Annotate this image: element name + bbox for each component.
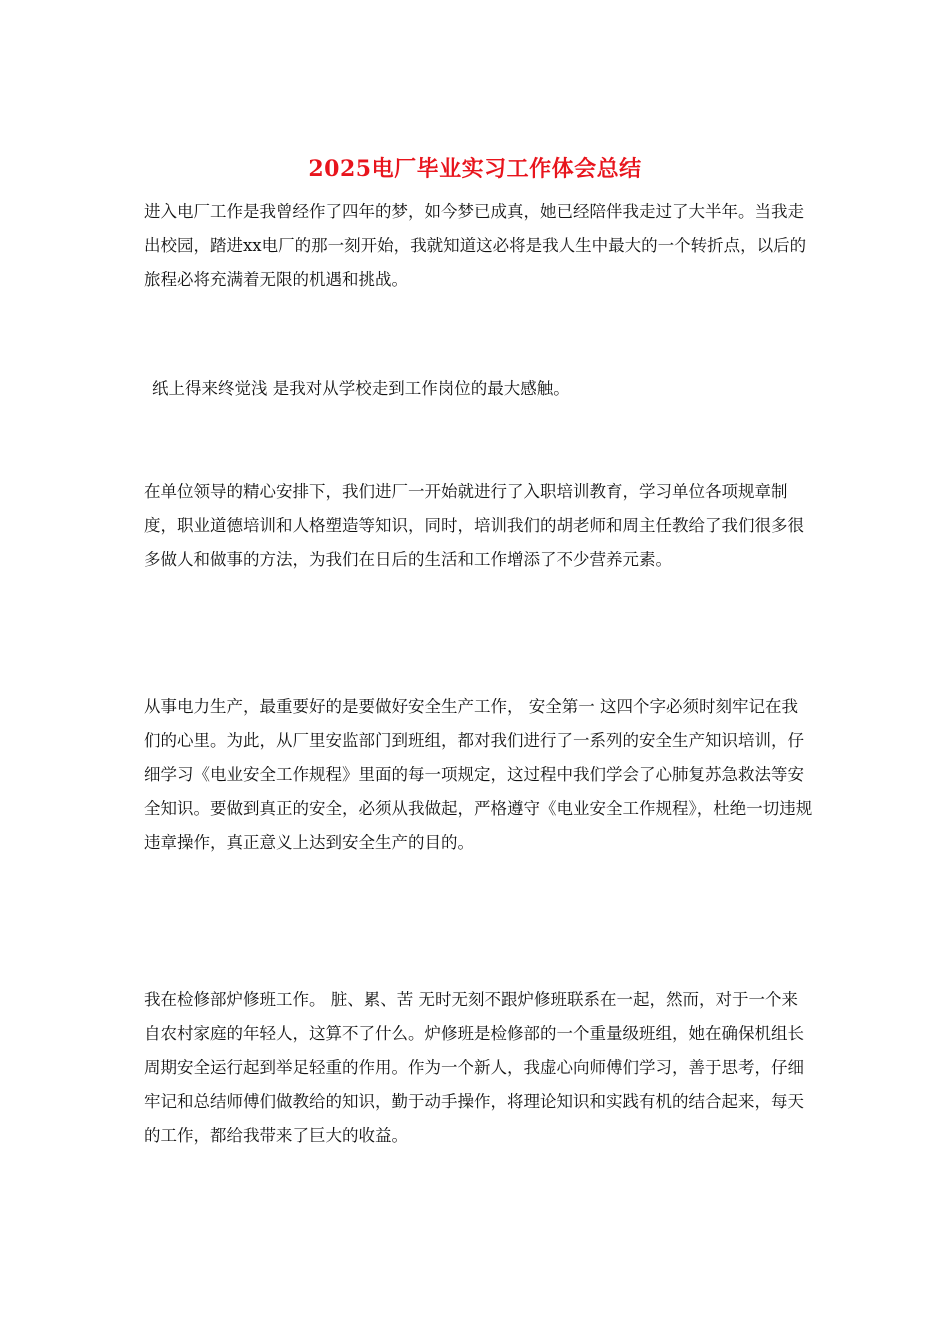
paragraph-4: 从事电力生产，最重要好的是要做好安全生产工作， 安全第一 这四个字必须时刻牢记在我们的心里。为此，从厂里安监部门到班组，都对我们进行了一系列的安全生产知识培训，仔细学习《电业安全工作规程》里面的每一项规定，这过程中我们学会了心肺复苏急救法等安全知识。要做到真正的安全，必须从我做起，严格遵守《电业安全工作规程》，杜绝一切违规违章操作，真正意义上达到安全生产的目的。 <box>144 697 813 852</box>
document-title: 2025电厂毕业实习工作体会总结 <box>308 156 642 182</box>
paragraph-3: 在单位领导的精心安排下，我们进厂一开始就进行了入职培训教育，学习单位各项规章制度，职业道德培训和人格塑造等知识，同时，培训我们的胡老师和周主任教给了我们很多很多做人和做事的方法，为我们在日后的生活和工作增添了不少营养元素。 <box>144 482 804 569</box>
paragraph-5: 我在检修部炉修班工作。 脏、累、苦 无时无刻不跟炉修班联系在一起，然而，对于一个来自农村家庭的年轻人，这算不了什么。炉修班是检修部的一个重量级班组，她在确保机组长周期安全运行起到举足轻重的作用。作为一个新人，我虚心向师傅们学习，善于思考，仔细牢记和总结师傅们做教给的知识，勤于动手操作，将理论知识和实践有机的结合起来，每天的工作，都给我带来了巨大的收益。 <box>144 990 804 1145</box>
paragraph-1: 进入电厂工作是我曾经作了四年的梦，如今梦已成真，她已经陪伴我走过了大半年。当我走出校园，踏进xx电厂的那一刻开始，我就知道这必将是我人生中最大的一个转折点，以后的旅程必将充满着无限的机遇和挑战。 <box>144 202 807 289</box>
paragraph-2: 纸上得来终觉浅 是我对从学校走到工作岗位的最大感触。 <box>152 379 570 398</box>
